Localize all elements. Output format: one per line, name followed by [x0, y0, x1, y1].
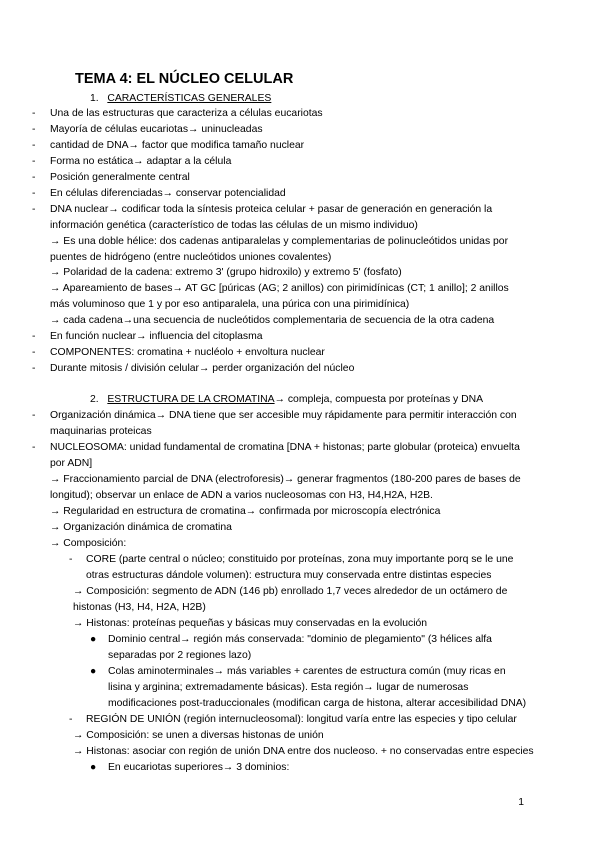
bullet-marker: ● — [90, 762, 97, 773]
text-line: histonas (H3, H4, H2A, H2B) — [73, 602, 206, 613]
dash-marker: - — [32, 124, 36, 135]
section-1-title: CARACTERÍSTICAS GENERALES — [107, 93, 272, 104]
bullet-marker: ● — [90, 634, 97, 645]
list-item: DNA nuclear→ codificar toda la síntesis proteica celular + pasar de generación en generación la — [50, 204, 493, 215]
text-line: → cada cadena→una secuencia de nucleótidos complementaria de secuencia de la otra cadena — [50, 315, 495, 326]
page-title: TEMA 4: EL NÚCLEO CELULAR — [75, 71, 294, 87]
text-line: más voluminoso que 1 y por eso antiparalela, una púrica con una pirimidínica) — [50, 299, 410, 310]
dash-marker: - — [32, 204, 36, 215]
dash-marker: - — [32, 442, 36, 453]
text-line: → Regularidad en estructura de cromatina→ confirmada por microscopía electrónica — [50, 506, 441, 517]
text-line: → Polaridad de la cadena: extremo 3' (grupo hidroxilo) y extremo 5' (fosfato) — [50, 267, 402, 278]
list-item: REGIÓN DE UNIÓN (región internucleosomal): longitud varía entre las especies y tipo celular — [86, 714, 517, 725]
text-line: puentes de hidrógeno (entre nucleótidos uniones covalentes) — [50, 252, 332, 263]
list-item: CORE (parte central o núcleo; constituido por proteínas, zona muy importante porq se le une — [86, 554, 514, 565]
text-line: lisina y arginina; extremadamente básicas). Esta región→ lugar de numerosas — [108, 682, 469, 693]
list-item: En eucariotas superiores→ 3 dominios: — [108, 762, 290, 773]
list-item: En función nuclear→ influencia del citoplasma — [50, 331, 263, 342]
bullet-marker: ● — [90, 666, 97, 677]
dash-marker: - — [32, 156, 36, 167]
text-line: separadas por 2 regiones lazo) — [108, 650, 252, 661]
text-line: → Composición: segmento de ADN (146 pb) enrollado 1,7 veces alrededor de un octámero de — [73, 586, 508, 597]
section-2-subtitle: → compleja, compuesta por proteínas y DNA — [274, 394, 484, 405]
text-line: información genética (característico de todas las células de un mismo individuo) — [50, 220, 418, 231]
text-line: → Composición: — [50, 538, 127, 549]
list-item: Posición generalmente central — [50, 172, 190, 183]
text-line: → Histonas: asociar con región de unión DNA entre dos nucleoso. + no conservadas entre especies — [73, 746, 534, 757]
section-1-heading — [90, 92, 271, 106]
text-line: → Histonas: proteínas pequeñas y básicas muy conservadas en la evolución — [73, 618, 428, 629]
dash-marker: - — [32, 140, 36, 151]
dash-marker: - — [32, 347, 36, 358]
dash-marker: - — [69, 554, 73, 565]
text-line: longitud); observar un enlace de ADN a varios nucleosomas con H3, H4,H2A, H2B. — [50, 490, 433, 501]
list-item: Dominio central→ región más conservada: "dominio de plegamiento" (3 hélices alfa — [108, 634, 492, 645]
list-item: Forma no estática→ adaptar a la célula — [50, 156, 232, 167]
list-item: Colas aminoterminales→ más variables + carentes de estructura común (muy ricas en — [108, 666, 506, 677]
section-1-number: 1. — [90, 93, 99, 104]
text-line: → Apareamiento de bases→ AT GC [púricas (AG; 2 anillos) con pirimidínicas (CT; 1 anillo]; 2 anillos — [50, 283, 509, 294]
section-2-title: ESTRUCTURA DE LA CROMATINA — [107, 394, 275, 405]
list-item: COMPONENTES: cromatina + nucléolo + envoltura nuclear — [50, 347, 325, 358]
text-line: → Fraccionamiento parcial de DNA (electroforesis)→ generar fragmentos (180-200 pares de bases de — [50, 474, 521, 485]
dash-marker: - — [69, 714, 73, 725]
list-item: Organización dinámica→ DNA tiene que ser accesible muy rápidamente para permitir interacción con — [50, 410, 517, 421]
text-line: → Composición: se unen a diversas histonas de unión — [73, 730, 324, 741]
text-line: otras estructuras dándole volumen): estructura muy conservada entre distintas especies — [86, 570, 492, 581]
text-line: modificaciones post-traduccionales (modifican carga de histona, alterar accesibilidad DNA) — [108, 698, 527, 709]
dash-marker: - — [32, 172, 36, 183]
list-item: Mayoría de células eucariotas→ uninucleadas — [50, 124, 263, 135]
text-line: maquinarias proteicas — [50, 426, 152, 437]
section-2-heading — [90, 393, 483, 407]
list-item: En células diferenciadas→ conservar potencialidad — [50, 188, 286, 199]
dash-marker: - — [32, 108, 36, 119]
list-item: Durante mitosis / división celular→ perder organización del núcleo — [50, 363, 355, 374]
text-line: por ADN] — [50, 458, 93, 469]
dash-marker: - — [32, 331, 36, 342]
text-line: → Organización dinámica de cromatina — [50, 522, 232, 533]
list-item: cantidad de DNA→ factor que modifica tamaño nuclear — [50, 140, 305, 151]
dash-marker: - — [32, 363, 36, 374]
list-item: NUCLEOSOMA: unidad fundamental de cromatina [DNA + histonas; parte globular (proteica) envuelta — [50, 442, 520, 453]
page-number: 1 — [518, 797, 524, 808]
list-item: Una de las estructuras que caracteriza a células eucariotas — [50, 108, 323, 119]
text-line: → Es una doble hélice: dos cadenas antiparalelas y complementarias de polinucleótidos unidas por — [50, 236, 509, 247]
dash-marker: - — [32, 188, 36, 199]
section-2-number: 2. — [90, 394, 99, 405]
dash-marker: - — [32, 410, 36, 421]
